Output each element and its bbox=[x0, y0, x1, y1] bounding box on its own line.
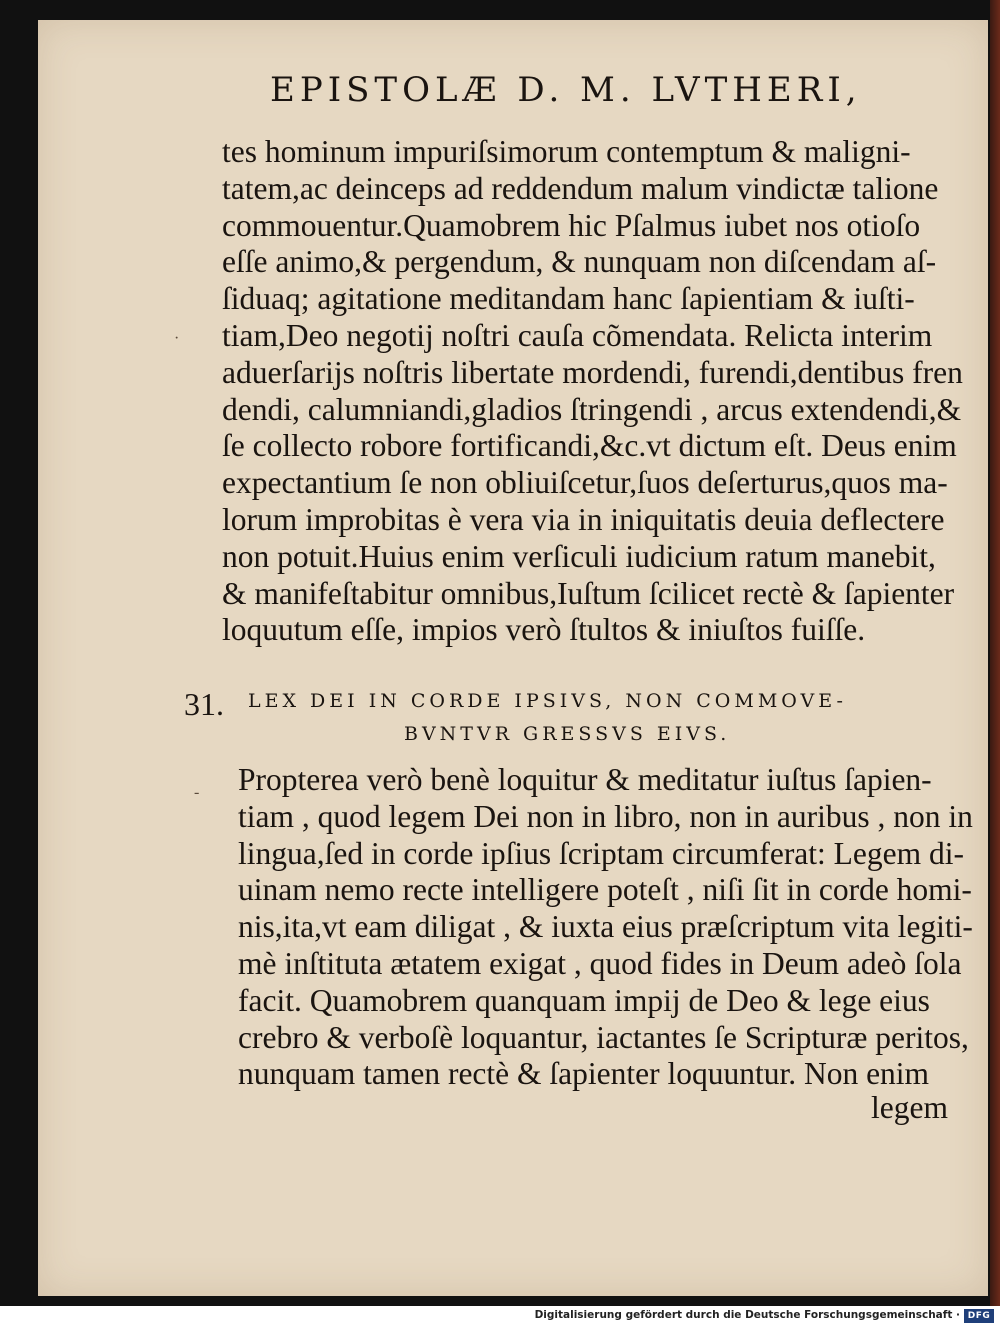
book-page bbox=[38, 20, 988, 1296]
verse-heading-line-2: BVNTVR GRESSVS EIVS. bbox=[404, 723, 731, 745]
text-line: aduerſarijs noſtris libertate mordendi, furendi,dentibus fren bbox=[222, 354, 963, 390]
text-line: nis,ita,vt eam diligat , & iuxta eius præſcriptum vita legiti- bbox=[238, 909, 973, 945]
text-line: mè inſtituta ætatem exigat , quod fides in Deum adeò ſola bbox=[238, 945, 962, 981]
margin-dot: · bbox=[174, 330, 180, 347]
text-line: eſſe animo,& pergendum, & nunquam non diſcendam aſ- bbox=[222, 244, 937, 280]
text-line: ſe collecto robore fortificandi,&c.vt dictum eſt. Deus enim bbox=[222, 428, 957, 464]
text-line: facit. Quamobrem quanquam impij de Deo & lege eius bbox=[238, 982, 930, 1018]
text-line: tatem,ac deinceps ad reddendum malum vindictæ talione bbox=[222, 170, 939, 206]
funding-credit: Digitalisierung gefördert durch die Deutsche Forschungsgemeinschaft · bbox=[534, 1309, 960, 1321]
text-line: & manifeſtabitur omnibus,Iuſtum ſcilicet rectè & ſapienter bbox=[222, 575, 955, 611]
verse-number: 31. bbox=[184, 686, 224, 722]
catchword: legem bbox=[871, 1090, 948, 1125]
text-line: dendi, calumniandi,gladios ſtringendi , arcus extendendi,& bbox=[222, 391, 962, 427]
book-page-edge bbox=[990, 0, 1000, 1306]
dfg-logo: DFG bbox=[964, 1309, 994, 1323]
verse-heading-line-1: LEX DEI IN CORDE IPSIVS, NON COMMOVE- bbox=[248, 690, 847, 712]
paragraph-2 bbox=[238, 762, 973, 1093]
text-line: commouentur.Quamobrem hic Pſalmus iubet nos otioſo bbox=[222, 207, 921, 243]
text-line: Propterea verò benè loquitur & meditatur iuſtus ſapien- bbox=[238, 762, 932, 797]
text-line: tes hominum impuriſsimorum contemptum & maligni- bbox=[222, 134, 911, 169]
text-line: expectantium ſe non obliuiſcetur,ſuos deſerturus,quos ma- bbox=[222, 465, 948, 501]
text-line: lingua,ſed in corde ipſius ſcriptam circumferat: Legem di- bbox=[238, 835, 964, 871]
text-line: tiam,Deo negotij noſtri cauſa cõmendata. Relicta interim bbox=[222, 317, 933, 353]
text-line: loquutum eſſe, impios verò ſtultos & iniuſtos fuiſſe. bbox=[222, 612, 866, 648]
text-line: crebro & verboſè loquantur, iactantes ſe Scripturæ peritos, bbox=[238, 1019, 969, 1055]
text-line: uinam nemo recte intelligere poteſt , niſi ſit in corde homi- bbox=[238, 872, 972, 908]
running-head: EPISTOLÆ D. M. LVTHERI, bbox=[270, 70, 862, 110]
footer-bar bbox=[0, 1306, 1000, 1326]
text-line: non potuit.Huius enim verſiculi iudicium ratum manebit, bbox=[222, 538, 936, 574]
paragraph-1 bbox=[222, 134, 963, 649]
text-line: nunquam tamen rectè & ſapienter loquuntur. Non enim bbox=[238, 1056, 930, 1092]
text-line: ſiduaq; agitatione meditandam hanc ſapientiam & iuſti- bbox=[222, 281, 915, 317]
text-line: lorum improbitas è vera via in iniquitatis deuia deflectere bbox=[222, 501, 945, 537]
margin-dot: - bbox=[194, 784, 200, 801]
text-line: tiam , quod legem Dei non in libro, non in auribus , non in bbox=[238, 798, 973, 834]
